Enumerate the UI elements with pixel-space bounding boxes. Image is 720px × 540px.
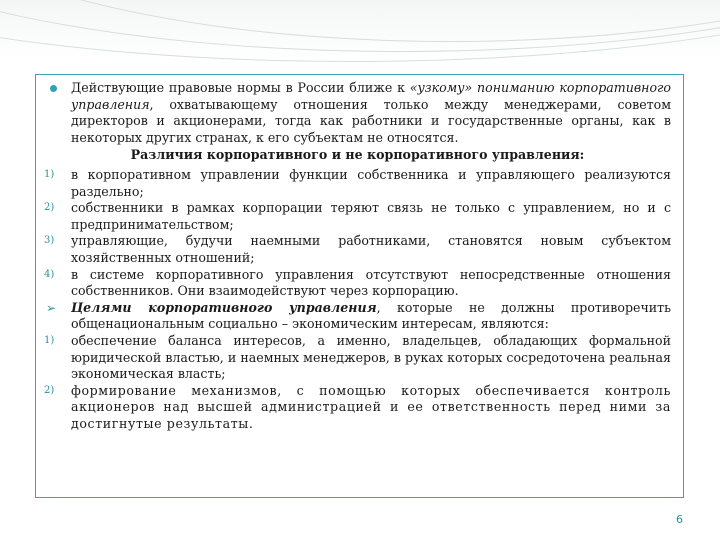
goal-item <box>44 383 671 433</box>
goals-intro-bold: Целями корпоративного управления <box>71 299 377 315</box>
intro-text-part3: , охватывающему отношения только между менеджерами, советом директоров и акционерами, тогда как работники и государственные органы, как в некоторых других странах, к его субъектам не относятся. <box>71 96 671 145</box>
list-number: 1) <box>44 168 55 180</box>
list-number: 2) <box>44 202 55 214</box>
difference-item <box>44 200 671 233</box>
list-number: 4) <box>44 268 55 280</box>
goals-intro-rest: , которые не должны противоречить общенациональным социально – экономическим интересам, являются: <box>71 299 672 332</box>
list-number: 1) <box>44 334 55 346</box>
list-number: 3) <box>44 235 55 247</box>
goal-text: формирование механизмов, с помощью которых обеспечивается контроль акционеров над высшей администрацией и ее ответственность перед ними за достигнутые результаты. <box>71 382 671 431</box>
difference-text: в корпоративном управлении функции собственника и управляющего реализуются раздельно; <box>71 166 671 199</box>
list-number: 2) <box>44 384 55 396</box>
difference-text: собственники в рамках корпорации теряют связь не только с управлением, но и с предпринимательством; <box>71 200 671 232</box>
difference-item <box>44 167 671 200</box>
difference-item <box>44 233 671 266</box>
page-number: 6 <box>676 513 683 526</box>
difference-item <box>44 267 671 300</box>
bullet-dot-icon <box>50 85 57 92</box>
goal-text: обеспечение баланса интересов, а именно, владельцев, обладающих формальной юридической властью, и наемных менеджеров, в руках которых сосредоточена реальная экономическая власть; <box>71 332 671 382</box>
intro-text-part1: Действующие правовые нормы в России ближе к <box>71 80 410 95</box>
difference-text: управляющие, будучи наемными работниками, становятся новым субъектом хозяйственных отношений; <box>71 233 671 265</box>
content-box <box>35 74 684 498</box>
intro-text-part2: «узкому» пониманию корпоративного управления <box>71 80 671 112</box>
intro-paragraph <box>44 80 671 146</box>
goal-item <box>44 333 671 383</box>
goals-intro <box>44 300 671 333</box>
section-heading: Различия корпоративного и не корпоративного управления: <box>130 147 585 163</box>
arrow-bullet-icon: ➢ <box>46 300 57 315</box>
difference-text: в системе корпоративного управления отсутствуют непосредственные отношения собственников. Они взаимодействуют через корпорацию. <box>71 266 671 299</box>
